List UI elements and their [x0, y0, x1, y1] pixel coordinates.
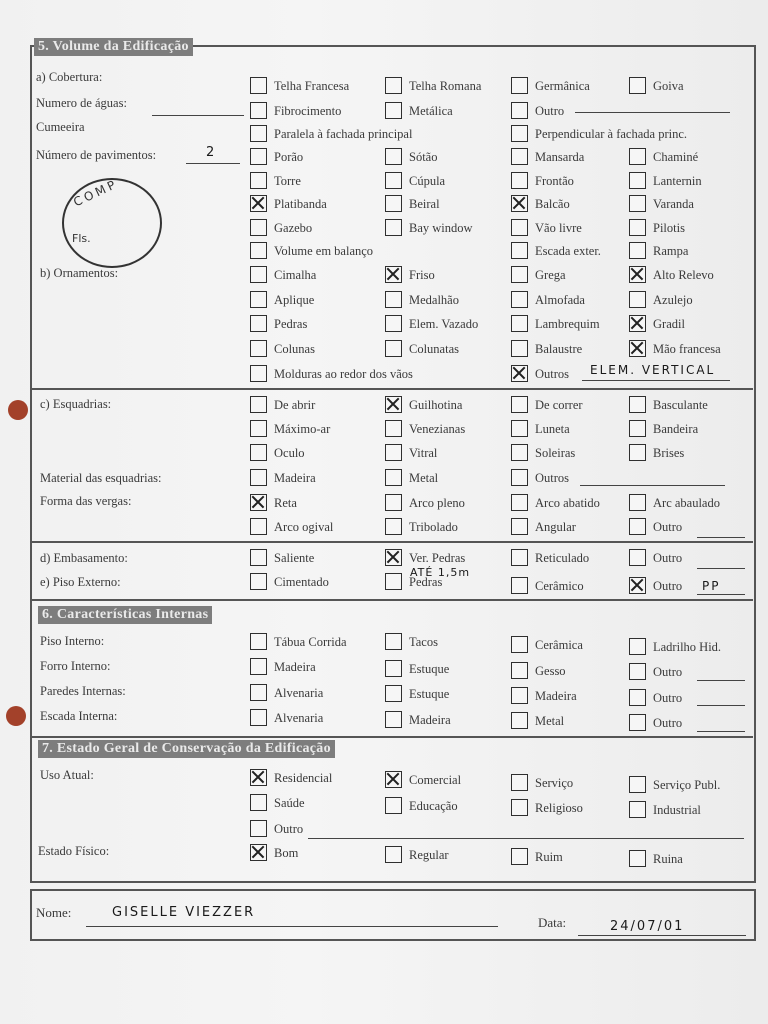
checkbox[interactable]: [250, 444, 267, 461]
checkbox-label: Angular: [535, 520, 576, 534]
checkbox[interactable]: [385, 77, 402, 94]
label-nome: Nome:: [36, 905, 72, 920]
outro-line: [697, 731, 745, 732]
checkbox[interactable]: [629, 315, 646, 332]
checkbox-label: Cerâmico: [535, 579, 584, 593]
checkbox-label: Alvenaria: [274, 711, 324, 725]
checkbox-label: Reticulado: [535, 551, 590, 565]
numero-pavimentos-line: [186, 163, 240, 164]
checkbox[interactable]: [250, 420, 267, 437]
checkbox[interactable]: [250, 820, 267, 837]
checkbox[interactable]: [385, 340, 402, 357]
checkbox[interactable]: [629, 801, 646, 818]
checkbox[interactable]: [385, 444, 402, 461]
checkbox-label: Fibrocimento: [274, 104, 342, 118]
checkbox[interactable]: [629, 689, 646, 706]
checkbox-label: Molduras ao redor dos vãos: [274, 367, 413, 381]
checkbox-label: Ruim: [535, 850, 563, 864]
checkbox[interactable]: [511, 774, 528, 791]
checkbox[interactable]: [385, 494, 402, 511]
checkbox[interactable]: [250, 494, 267, 511]
checkbox[interactable]: [385, 711, 402, 728]
label-esquadrias: c) Esquadrias:: [40, 397, 112, 411]
checkbox-label: Chaminé: [653, 150, 699, 164]
checkbox[interactable]: [511, 549, 528, 566]
checkbox[interactable]: [385, 266, 402, 283]
checkbox-label: Madeira: [535, 689, 577, 703]
checkbox[interactable]: [629, 291, 646, 308]
checkbox-label: Saliente: [274, 551, 315, 565]
checkbox-label: Telha Francesa: [274, 79, 350, 93]
checkbox[interactable]: [250, 844, 267, 861]
checkbox-label: Madeira: [274, 471, 316, 485]
checkbox[interactable]: [385, 660, 402, 677]
divider: [31, 541, 753, 543]
checkbox[interactable]: [385, 195, 402, 212]
checkbox[interactable]: [629, 242, 646, 259]
checkbox-label: Azulejo: [653, 293, 693, 307]
outro-line: [697, 568, 745, 569]
label-numero-aguas: Numero de águas:: [36, 96, 127, 110]
checkbox[interactable]: [385, 396, 402, 413]
checkbox-label: Educação: [409, 799, 458, 813]
section-7-heading: 7. Estado Geral de Conservação da Edificação: [38, 740, 335, 758]
ornamentos-outros-value: ELEM. VERTICAL: [590, 363, 716, 377]
checkbox-label: Oculo: [274, 446, 305, 460]
checkbox-label: Metálica: [409, 104, 453, 118]
label-paredes-internas: Paredes Internas:: [40, 684, 126, 698]
checkbox-label: Ladrilho Hid.: [653, 640, 722, 654]
checkbox-label: Pedras: [274, 317, 308, 331]
data-line: [578, 935, 746, 936]
checkbox-label: Brises: [653, 446, 685, 460]
checkbox-label: Rampa: [653, 244, 689, 258]
checkbox-label: Metal: [535, 714, 565, 728]
checkbox-label: Paralela à fachada principal: [274, 127, 413, 141]
checkbox[interactable]: [511, 444, 528, 461]
checkbox-label: Frontão: [535, 174, 574, 188]
checkbox-label: Platibanda: [274, 197, 327, 211]
outros-material-line: [580, 485, 725, 486]
checkbox-label: Gradil: [653, 317, 685, 331]
checkbox-label: Germânica: [535, 79, 590, 93]
checkbox-label: Outros: [535, 367, 570, 381]
checkbox-label: Ruina: [653, 852, 683, 866]
checkbox-label: De correr: [535, 398, 583, 412]
checkbox[interactable]: [511, 662, 528, 679]
checkbox[interactable]: [629, 577, 646, 594]
checkbox[interactable]: [385, 846, 402, 863]
checkbox[interactable]: [385, 148, 402, 165]
checkbox[interactable]: [629, 494, 646, 511]
checkbox-label: Saúde: [274, 796, 305, 810]
outro-line: [697, 594, 745, 595]
checkbox[interactable]: [250, 172, 267, 189]
checkbox[interactable]: [629, 172, 646, 189]
checkbox[interactable]: [385, 685, 402, 702]
label-forma-vergas: Forma das vergas:: [40, 494, 132, 508]
checkbox-label: Bom: [274, 846, 299, 860]
checkbox[interactable]: [385, 315, 402, 332]
checkbox[interactable]: [629, 396, 646, 413]
checkbox-label: Venezianas: [409, 422, 466, 436]
checkbox-label: Vitral: [409, 446, 438, 460]
outro-line: [697, 705, 745, 706]
checkbox[interactable]: [511, 291, 528, 308]
checkbox[interactable]: [385, 771, 402, 788]
checkbox[interactable]: [629, 549, 646, 566]
checkbox-label: Goiva: [653, 79, 684, 93]
checkbox[interactable]: [250, 291, 267, 308]
checkbox[interactable]: [629, 714, 646, 731]
outro-line: [575, 112, 730, 113]
checkbox[interactable]: [385, 291, 402, 308]
checkbox[interactable]: [511, 266, 528, 283]
checkbox[interactable]: [629, 663, 646, 680]
checkbox-label: Tacos: [409, 635, 438, 649]
checkbox[interactable]: [629, 850, 646, 867]
checkbox[interactable]: [511, 172, 528, 189]
checkbox[interactable]: [250, 125, 267, 142]
checkbox[interactable]: [250, 242, 267, 259]
checkbox-label: Metal: [409, 471, 439, 485]
checkbox-label: Outro: [653, 665, 683, 679]
checkbox-label: Mansarda: [535, 150, 585, 164]
checkbox-label: Regular: [409, 848, 449, 862]
checkbox[interactable]: [511, 494, 528, 511]
data-value: 24/07/01: [610, 919, 685, 934]
checkbox[interactable]: [629, 518, 646, 535]
checkbox-label: Religioso: [535, 801, 583, 815]
checkbox-label: Residencial: [274, 771, 333, 785]
checkbox[interactable]: [250, 315, 267, 332]
checkbox[interactable]: [385, 549, 402, 566]
checkbox[interactable]: [250, 518, 267, 535]
label-escada-interna: Escada Interna:: [40, 709, 118, 723]
checkbox[interactable]: [250, 658, 267, 675]
checkbox[interactable]: [385, 573, 402, 590]
numero-aguas-line: [152, 115, 244, 116]
stamp-text-top: COMP: [71, 176, 121, 210]
checkbox-label: Perpendicular à fachada princ.: [535, 127, 688, 141]
section-6-heading: 6. Características Internas: [38, 606, 212, 624]
checkbox-label: Alto Relevo: [653, 268, 714, 282]
checkbox-label: Arco abatido: [535, 496, 600, 510]
checkbox-label: Grega: [535, 268, 566, 282]
punch-hole: [6, 706, 26, 726]
checkbox[interactable]: [385, 420, 402, 437]
checkbox[interactable]: [250, 340, 267, 357]
checkbox[interactable]: [511, 77, 528, 94]
checkbox-label: Escada exter.: [535, 244, 601, 258]
checkbox-label: Ver. Pedras: [409, 551, 466, 565]
divider: [31, 736, 753, 738]
checkbox[interactable]: [250, 633, 267, 650]
checkbox-label: Cimalha: [274, 268, 317, 282]
section-5-heading: 5. Volume da Edificação: [34, 38, 193, 56]
checkbox-label: Estuque: [409, 687, 450, 701]
checkbox-label: Madeira: [274, 660, 316, 674]
checkbox[interactable]: [250, 769, 267, 786]
checkbox-label: Balaustre: [535, 342, 583, 356]
checkbox-label: Outro: [653, 691, 683, 705]
label-numero-pavimentos: Número de pavimentos:: [36, 148, 157, 162]
checkbox[interactable]: [629, 340, 646, 357]
checkbox[interactable]: [511, 365, 528, 382]
ornamentos-outros-line: [582, 380, 730, 381]
checkbox[interactable]: [511, 125, 528, 142]
checkbox-label: Madeira: [409, 713, 451, 727]
checkbox[interactable]: [629, 77, 646, 94]
checkbox[interactable]: [250, 148, 267, 165]
checkbox[interactable]: [385, 172, 402, 189]
checkbox[interactable]: [385, 219, 402, 236]
checkbox-label: Serviço Publ.: [653, 778, 721, 792]
checkbox[interactable]: [511, 315, 528, 332]
label-cumeeira: Cumeeira: [36, 120, 85, 134]
checkbox-label: Pilotis: [653, 221, 685, 235]
checkbox[interactable]: [250, 684, 267, 701]
checkbox-label: Balcão: [535, 197, 570, 211]
divider: [31, 599, 753, 601]
checkbox-label: Outro: [535, 104, 565, 118]
checkbox[interactable]: [511, 396, 528, 413]
checkbox-label: Porão: [274, 150, 304, 164]
label-ornamentos: b) Ornamentos:: [40, 266, 119, 280]
label-forro-interno: Forro Interno:: [40, 659, 111, 673]
checkbox-label: Arco ogival: [274, 520, 334, 534]
checkbox[interactable]: [385, 518, 402, 535]
checkbox-label: Arco pleno: [409, 496, 465, 510]
checkbox-label: Colunas: [274, 342, 315, 356]
checkbox-label: Outro: [274, 822, 304, 836]
checkbox-label: Luneta: [535, 422, 570, 436]
piso-externo-outro-value: PP: [702, 579, 721, 593]
checkbox-label: Vão livre: [535, 221, 582, 235]
checkbox[interactable]: [511, 340, 528, 357]
checkbox-label: Estuque: [409, 662, 450, 676]
checkbox[interactable]: [250, 219, 267, 236]
stamp-text-fls: Fls.: [72, 232, 91, 245]
checkbox-label: De abrir: [274, 398, 316, 412]
checkbox[interactable]: [629, 420, 646, 437]
checkbox[interactable]: [250, 709, 267, 726]
checkbox[interactable]: [511, 219, 528, 236]
outro-line: [697, 537, 745, 538]
checkbox[interactable]: [629, 638, 646, 655]
checkbox-label: Outro: [653, 716, 683, 730]
checkbox-label: Telha Romana: [409, 79, 482, 93]
label-data: Data:: [538, 915, 567, 930]
checkbox[interactable]: [511, 518, 528, 535]
checkbox[interactable]: [511, 469, 528, 486]
checkbox-label: Almofada: [535, 293, 585, 307]
checkbox-label: Cimentado: [274, 575, 329, 589]
label-estado-fisico: Estado Físico:: [38, 844, 110, 858]
checkbox-label: Outros: [535, 471, 570, 485]
checkbox[interactable]: [250, 195, 267, 212]
checkbox-label: Outro: [653, 579, 683, 593]
checkbox[interactable]: [250, 794, 267, 811]
checkbox[interactable]: [385, 633, 402, 650]
checkbox-label: Industrial: [653, 803, 701, 817]
checkbox[interactable]: [511, 195, 528, 212]
checkbox[interactable]: [385, 469, 402, 486]
label-embasamento: d) Embasamento:: [40, 551, 128, 565]
checkbox-label: Varanda: [653, 197, 694, 211]
checkbox-label: Alvenaria: [274, 686, 324, 700]
checkbox[interactable]: [250, 469, 267, 486]
checkbox[interactable]: [511, 636, 528, 653]
label-material-esquadrias: Material das esquadrias:: [40, 471, 162, 485]
checkbox-label: Bandeira: [653, 422, 699, 436]
label-piso-externo: e) Piso Externo:: [40, 575, 121, 589]
nome-line: [86, 926, 498, 927]
checkbox-label: Torre: [274, 174, 301, 188]
checkbox-label: Beiral: [409, 197, 440, 211]
checkbox-label: Reta: [274, 496, 297, 510]
outro-line: [697, 680, 745, 681]
checkbox[interactable]: [250, 365, 267, 382]
checkbox[interactable]: [250, 102, 267, 119]
stamp-seal: [62, 178, 162, 268]
nome-value: GISELLE VIEZZER: [112, 905, 256, 920]
checkbox-label: Medalhão: [409, 293, 459, 307]
checkbox-label: Tribolado: [409, 520, 458, 534]
checkbox[interactable]: [629, 148, 646, 165]
checkbox-label: Outro: [653, 520, 683, 534]
checkbox-label: Soleiras: [535, 446, 576, 460]
checkbox-label: Colunatas: [409, 342, 459, 356]
checkbox-label: Pedras: [409, 575, 443, 589]
checkbox-label: Lambrequim: [535, 317, 600, 331]
checkbox[interactable]: [629, 195, 646, 212]
checkbox[interactable]: [629, 776, 646, 793]
divider: [31, 388, 753, 390]
checkbox-label: Cúpula: [409, 174, 446, 188]
checkbox-label: Gesso: [535, 664, 566, 678]
checkbox[interactable]: [511, 102, 528, 119]
uso-outro-line: [308, 838, 744, 839]
label-cobertura: a) Cobertura:: [36, 70, 103, 84]
checkbox[interactable]: [511, 799, 528, 816]
checkbox[interactable]: [250, 266, 267, 283]
checkbox[interactable]: [511, 577, 528, 594]
checkbox[interactable]: [385, 102, 402, 119]
checkbox-label: Comercial: [409, 773, 462, 787]
checkbox-label: Basculante: [653, 398, 708, 412]
checkbox-label: Guilhotina: [409, 398, 463, 412]
numero-pavimentos-value: 2: [206, 145, 217, 160]
checkbox-label: Lanternin: [653, 174, 702, 188]
checkbox-label: Mão francesa: [653, 342, 721, 356]
checkbox[interactable]: [511, 148, 528, 165]
checkbox-label: Cerâmica: [535, 638, 583, 652]
checkbox[interactable]: [511, 712, 528, 729]
checkbox[interactable]: [511, 687, 528, 704]
checkbox-label: Volume em balanço: [274, 244, 374, 258]
checkbox[interactable]: [250, 77, 267, 94]
checkbox[interactable]: [629, 266, 646, 283]
label-piso-interno: Piso Interno:: [40, 634, 105, 648]
checkbox[interactable]: [250, 573, 267, 590]
punch-hole: [8, 400, 28, 420]
checkbox-label: Tábua Corrida: [274, 635, 347, 649]
checkbox[interactable]: [629, 219, 646, 236]
checkbox-label: Outro: [653, 551, 683, 565]
checkbox[interactable]: [385, 797, 402, 814]
checkbox[interactable]: [511, 848, 528, 865]
checkbox[interactable]: [511, 242, 528, 259]
checkbox-label: Gazebo: [274, 221, 313, 235]
checkbox[interactable]: [250, 549, 267, 566]
checkbox-label: Máximo-ar: [274, 422, 331, 436]
checkbox-label: Elem. Vazado: [409, 317, 479, 331]
ver-pedras-note: ATÉ 1,5m: [410, 566, 471, 579]
checkbox-label: Arc abaulado: [653, 496, 720, 510]
checkbox[interactable]: [250, 396, 267, 413]
checkbox-label: Friso: [409, 268, 435, 282]
checkbox-label: Aplique: [274, 293, 315, 307]
checkbox-label: Serviço: [535, 776, 574, 790]
checkbox[interactable]: [629, 444, 646, 461]
label-uso-atual: Uso Atual:: [40, 768, 94, 782]
checkbox-label: Sótão: [409, 150, 438, 164]
checkbox-label: Bay window: [409, 221, 473, 235]
checkbox[interactable]: [511, 420, 528, 437]
